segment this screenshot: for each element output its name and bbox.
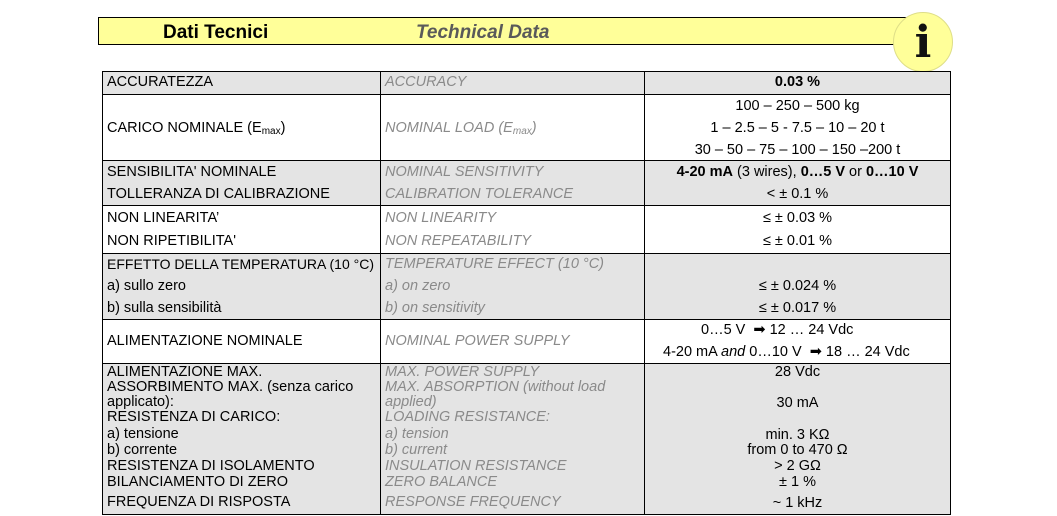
- section-title-italian: Dati Tecnici: [163, 22, 269, 43]
- insulation-label-en: INSULATION RESISTANCE: [385, 458, 567, 474]
- row-accuracy: [103, 72, 950, 94]
- value: 0.03 %: [774, 74, 821, 90]
- row-electrical-specs: [103, 363, 950, 514]
- load-resistance-label-it: RESISTENZA DI CARICO:: [107, 409, 281, 425]
- label-it: CARICO NOMINALE $(E_{max})$: [107, 120, 286, 137]
- max-supply-label-it: ALIMENTAZIONE MAX.: [107, 364, 263, 380]
- value-line-1: 100 – 250 – 500 kg: [735, 98, 860, 114]
- tension-value: min. 3 KΩ: [765, 427, 830, 443]
- calibration-label-en: CALIBRATION TOLERANCE: [385, 186, 574, 202]
- temp-sens-label-it: b) sulla sensibilità: [107, 300, 222, 316]
- non-linearity-label-it: NON LINEARITA’: [107, 210, 220, 226]
- insulation-label-it: RESISTENZA DI ISOLAMENTO: [107, 458, 315, 474]
- value-line-2: 1 – 2.5 – 5 - 7.5 – 10 – 20 t: [710, 120, 885, 136]
- value-line-3: 30 – 50 – 75 – 100 – 150 –200 t: [694, 142, 901, 158]
- load-resistance-label-en: LOADING RESISTANCE:: [385, 409, 550, 425]
- zero-balance-label-it: BILANCIAMENTO DI ZERO: [107, 474, 289, 490]
- power-supply-label-it: ALIMENTAZIONE NOMINALE: [107, 333, 303, 349]
- power-supply-line-2: 4-20 mA and 0…10 V ➡ 18 … 24 Vdc: [663, 344, 910, 360]
- non-linearity-label-en: NON LINEARITY: [385, 210, 497, 226]
- insulation-value: > 2 GΩ: [774, 458, 821, 474]
- zero-balance-value: ± 1 %: [779, 474, 816, 490]
- current-label-en: b) current: [385, 442, 448, 458]
- non-repeatability-label-en: NON REPEATABILITY: [385, 233, 532, 249]
- temp-zero-value: ≤ ± 0.024 %: [758, 278, 837, 294]
- power-supply-label-en: NOMINAL POWER SUPPLY: [385, 333, 570, 349]
- zero-balance-label-en: ZERO BALANCE: [385, 474, 497, 490]
- row-linearity-repeatability: [103, 205, 950, 253]
- info-icon: i: [893, 12, 953, 72]
- max-absorption-value: 30 mA: [776, 395, 819, 411]
- row-power-supply: [103, 319, 950, 363]
- max-supply-label-en: MAX. POWER SUPPLY: [385, 364, 540, 380]
- row-temperature-effect: [103, 253, 950, 319]
- current-label-it: b) corrente: [107, 442, 178, 458]
- tension-label-en: a) tension: [385, 426, 449, 442]
- response-label-en: RESPONSE FREQUENCY: [385, 494, 561, 510]
- temperature-label-it: EFFETTO DELLA TEMPERATURA (10 °C): [107, 256, 374, 272]
- response-value: ~ 1 kHz: [772, 495, 823, 511]
- label-en: ACCURACY: [385, 74, 467, 90]
- sensitivity-label-en: NOMINAL SENSITIVITY: [385, 164, 544, 180]
- temp-zero-label-en: a) on zero: [385, 278, 451, 294]
- non-repeatability-label-it: NON RIPETIBILITA': [107, 233, 236, 249]
- tension-label-it: a) tensione: [107, 426, 179, 442]
- sensitivity-label-it: SENSIBILITA' NOMINALE: [107, 164, 277, 180]
- non-linearity-value: ≤ ± 0.03 %: [762, 210, 833, 226]
- temp-sens-value: ≤ ± 0.017 %: [758, 300, 837, 316]
- temp-zero-label-it: a) sullo zero: [107, 278, 186, 294]
- current-value: from 0 to 470 Ω: [747, 442, 848, 458]
- sensitivity-value: 4-20 mA (3 wires), 0…5 V or 0…10 V: [676, 164, 919, 180]
- arrow-icon: ➡: [753, 322, 766, 338]
- section-title-english: Technical Data: [416, 22, 550, 43]
- non-repeatability-value: ≤ ± 0.01 %: [762, 233, 833, 249]
- technical-data-table: [102, 71, 951, 515]
- calibration-value: < ± 0.1 %: [766, 186, 829, 202]
- section-header-banner: [98, 17, 916, 45]
- arrow-icon: ➡: [809, 344, 822, 360]
- max-supply-value: 28 Vdc: [774, 364, 821, 380]
- calibration-label-it: TOLLERANZA DI CALIBRAZIONE: [107, 186, 330, 202]
- row-nominal-load: [103, 94, 950, 160]
- temperature-label-en: TEMPERATURE EFFECT (10 °C): [385, 256, 605, 272]
- max-absorption-label-en-1: MAX. ABSORPTION (without load: [385, 379, 606, 395]
- response-label-it: FREQUENZA DI RISPOSTA: [107, 494, 291, 510]
- row-sensitivity-calibration: [103, 160, 950, 205]
- label-en: NOMINAL LOAD $(E_{max})$: [385, 120, 537, 137]
- temp-sens-label-en: b) on sensitivity: [385, 300, 485, 316]
- max-absorption-label-it-2: applicato):: [107, 394, 174, 410]
- max-absorption-label-it-1: ASSORBIMENTO MAX. (senza carico: [107, 379, 354, 395]
- max-absorption-label-en-2: applied): [385, 394, 437, 410]
- power-supply-line-1: 0…5 V ➡ 12 … 24 Vdc: [701, 322, 854, 338]
- label-it: ACCURATEZZA: [107, 74, 214, 90]
